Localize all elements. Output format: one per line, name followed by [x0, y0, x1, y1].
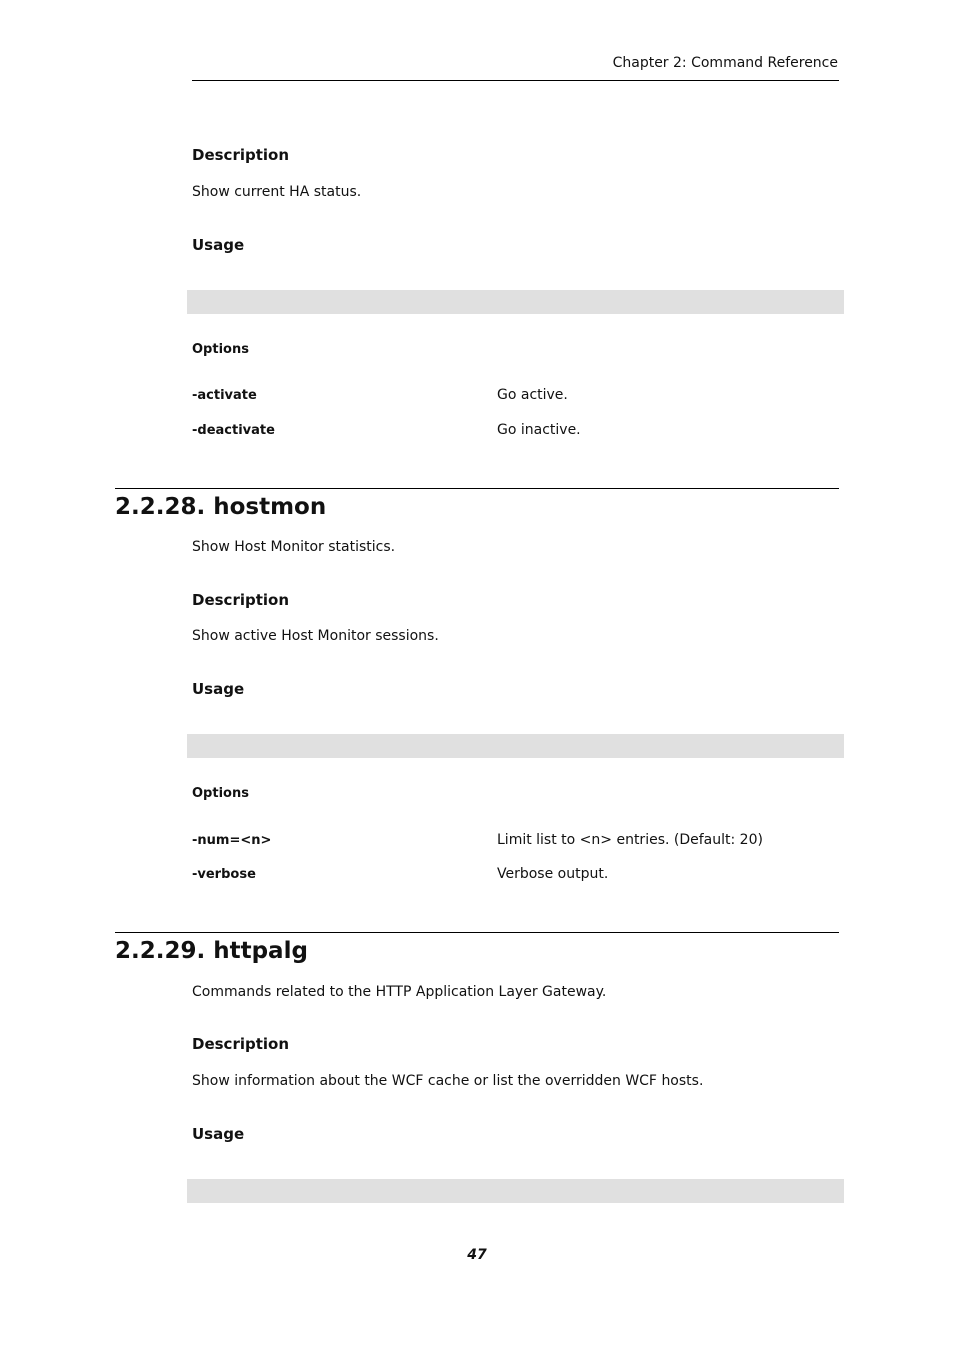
ha-options-heading: Options — [192, 342, 249, 357]
httpalg-usage-code-block — [187, 1179, 844, 1203]
section-rule — [115, 488, 839, 489]
section-rule — [115, 932, 839, 933]
hostmon-usage-heading: Usage — [192, 680, 245, 698]
option-description: Go active. — [497, 387, 568, 403]
section-title-httpalg: 2.2.29. httpalg — [115, 938, 308, 964]
page-number: 47 — [467, 1247, 487, 1263]
hostmon-summary: Show Host Monitor statistics. — [192, 539, 396, 555]
httpalg-summary: Commands related to the HTTP Application Layer Gateway. — [192, 984, 607, 1000]
option-description: Verbose output. — [497, 866, 609, 882]
hostmon-description-heading: Description — [192, 591, 290, 609]
section-title-hostmon: 2.2.28. hostmon — [115, 494, 327, 520]
ha-usage-code-block — [187, 290, 844, 314]
hostmon-description-text: Show active Host Monitor sessions. — [192, 628, 439, 644]
option-name: -verbose — [192, 867, 256, 882]
httpalg-usage-heading: Usage — [192, 1125, 245, 1143]
ha-description-text: Show current HA status. — [192, 184, 362, 200]
httpalg-description-text: Show information about the WCF cache or list the overridden WCF hosts. — [192, 1073, 704, 1089]
httpalg-description-heading: Description — [192, 1035, 290, 1053]
running-header: Chapter 2: Command Reference — [612, 55, 838, 71]
ha-description-heading: Description — [192, 146, 290, 164]
hostmon-usage-code-block — [187, 734, 844, 758]
hostmon-options-heading: Options — [192, 786, 249, 801]
option-name: -activate — [192, 388, 257, 403]
option-description: Limit list to <n> entries. (Default: 20) — [497, 832, 763, 848]
option-name: -deactivate — [192, 423, 275, 438]
ha-usage-heading: Usage — [192, 236, 245, 254]
option-name: -num=<n> — [192, 833, 272, 848]
option-description: Go inactive. — [497, 422, 581, 438]
header-rule — [192, 80, 839, 81]
